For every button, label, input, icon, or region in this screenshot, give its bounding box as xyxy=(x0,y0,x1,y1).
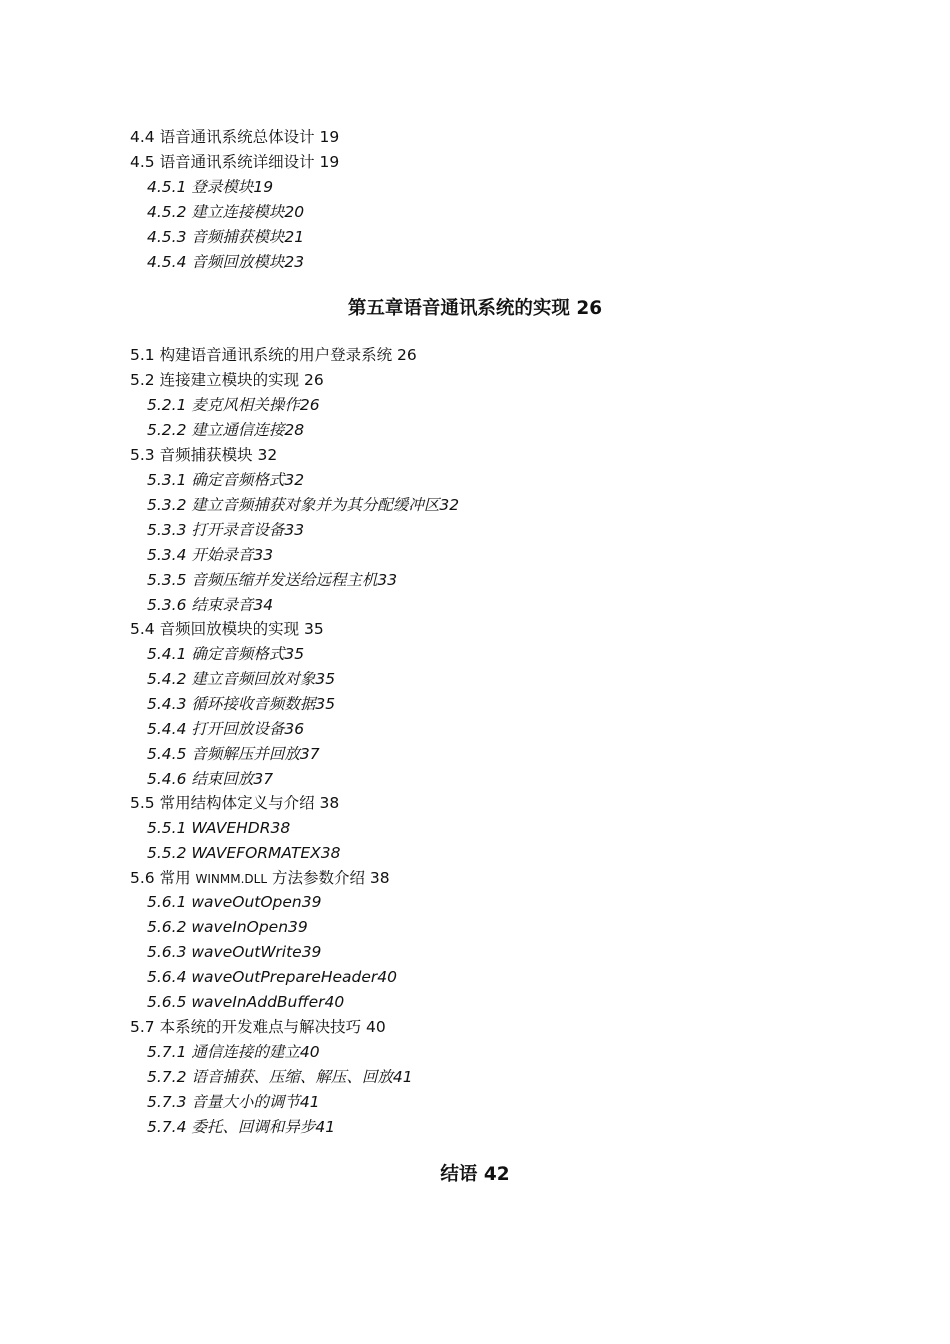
toc-entry-5-5-1[interactable]: 5.5.1 WAVEHDR38 xyxy=(147,819,291,837)
toc-entry-5-2-2[interactable]: 5.2.2 建立通信连接28 xyxy=(147,421,305,439)
toc-entry-5-7-3[interactable]: 5.7.3 音量大小的调节41 xyxy=(147,1093,320,1111)
toc-entry-5-6-4[interactable]: 5.6.4 waveOutPrepareHeader40 xyxy=(147,968,398,986)
toc-entry-4-5-3[interactable]: 4.5.3 音频捕获模块21 xyxy=(147,228,305,246)
toc-entry-5-4-2[interactable]: 5.4.2 建立音频回放对象35 xyxy=(147,670,336,688)
toc-entry-5-7-4[interactable]: 5.7.4 委托、回调和异步41 xyxy=(147,1118,336,1136)
toc-entry-5-7-2[interactable]: 5.7.2 语音捕获、压缩、解压、回放41 xyxy=(147,1068,413,1086)
toc-entry-5-4-4[interactable]: 5.4.4 打开回放设备36 xyxy=(147,720,305,738)
toc-entry-5-6-prefix: 5.6 常用 xyxy=(130,869,196,887)
toc-entry-4-5-4[interactable]: 4.5.4 音频回放模块23 xyxy=(147,253,305,271)
toc-entry-5-6-suffix: 方法参数介绍 38 xyxy=(267,869,390,887)
toc-entry-5-6[interactable] xyxy=(130,868,390,889)
toc-entry-5-6-dll: WINMM.DLL xyxy=(195,872,268,886)
toc-entry-5-5-2[interactable]: 5.5.2 WAVEFORMATEX38 xyxy=(147,844,341,862)
toc-entry-5-5[interactable]: 5.5 常用结构体定义与介绍 38 xyxy=(130,794,340,812)
toc-entry-5-7[interactable]: 5.7 本系统的开发难点与解决技巧 40 xyxy=(130,1018,386,1036)
toc-entry-4-5[interactable]: 4.5 语音通讯系统详细设计 19 xyxy=(130,153,340,171)
toc-entry-5-3-2[interactable]: 5.3.2 建立音频捕获对象并为其分配缓冲区32 xyxy=(147,496,460,514)
toc-entry-5-2[interactable]: 5.2 连接建立模块的实现 26 xyxy=(130,371,324,389)
toc-entry-5-4-1[interactable]: 5.4.1 确定音频格式35 xyxy=(147,645,305,663)
toc-entry-5-6-3[interactable]: 5.6.3 waveOutWrite39 xyxy=(147,943,322,961)
toc-entry-5-2-1[interactable]: 5.2.1 麦克风相关操作26 xyxy=(147,396,320,414)
toc-entry-5-1[interactable]: 5.1 构建语音通讯系统的用户登录系统 26 xyxy=(130,346,417,364)
toc-entry-5-4-3[interactable]: 5.4.3 循环接收音频数据35 xyxy=(147,695,336,713)
toc-entry-5-7-1[interactable]: 5.7.1 通信连接的建立40 xyxy=(147,1043,320,1061)
toc-entry-4-5-2[interactable]: 4.5.2 建立连接模块20 xyxy=(147,203,305,221)
toc-entry-5-4-6[interactable]: 5.4.6 结束回放37 xyxy=(147,770,274,788)
chapter-5-heading[interactable]: 第五章语音通讯系统的实现 26 xyxy=(347,298,603,319)
toc-entry-5-3-3[interactable]: 5.3.3 打开录音设备33 xyxy=(147,521,305,539)
toc-entry-4-5-1[interactable]: 4.5.1 登录模块19 xyxy=(147,178,274,196)
toc-entry-5-3-1[interactable]: 5.3.1 确定音频格式32 xyxy=(147,471,305,489)
toc-entry-5-4-5[interactable]: 5.4.5 音频解压并回放37 xyxy=(147,745,320,763)
toc-entry-5-6-5[interactable]: 5.6.5 waveInAddBuffer40 xyxy=(147,993,345,1011)
toc-entry-5-6-2[interactable]: 5.6.2 waveInOpen39 xyxy=(147,918,308,936)
conclusion-heading[interactable]: 结语 42 xyxy=(440,1164,510,1185)
toc-entry-5-3-6[interactable]: 5.3.6 结束录音34 xyxy=(147,596,274,614)
toc-entry-5-3-4[interactable]: 5.3.4 开始录音33 xyxy=(147,546,274,564)
toc-entry-4-4[interactable]: 4.4 语音通讯系统总体设计 19 xyxy=(130,128,340,146)
toc-entry-5-3[interactable]: 5.3 音频捕获模块 32 xyxy=(130,446,278,464)
toc-entry-5-6-1[interactable]: 5.6.1 waveOutOpen39 xyxy=(147,893,322,911)
toc-entry-5-4[interactable]: 5.4 音频回放模块的实现 35 xyxy=(130,620,324,638)
toc-entry-5-3-5[interactable]: 5.3.5 音频压缩并发送给远程主机33 xyxy=(147,571,398,589)
